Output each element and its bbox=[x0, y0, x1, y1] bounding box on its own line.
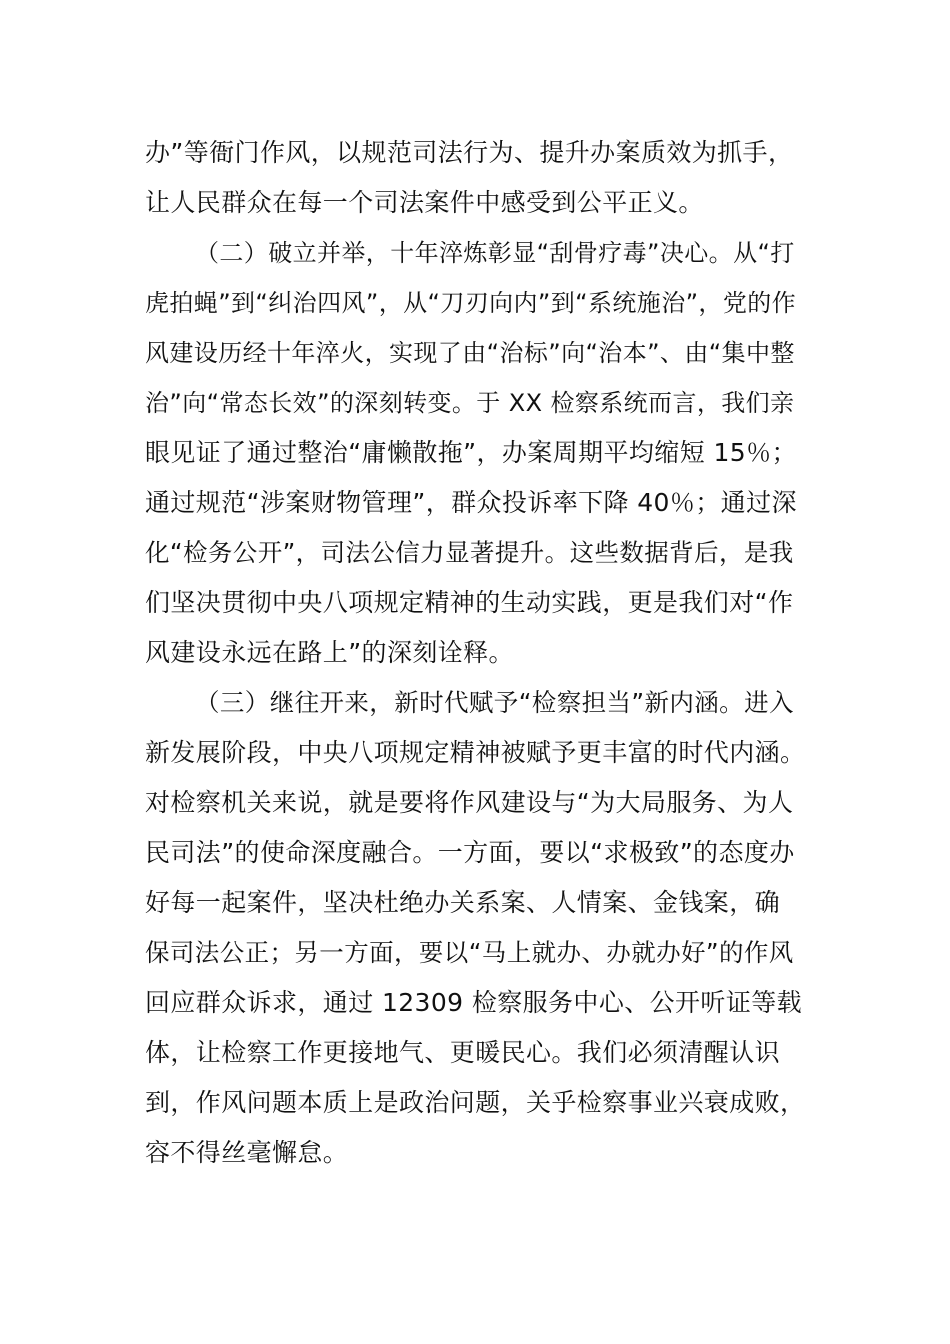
text-line: 保司法公正；另一方面，要以“马上就办、办就办好”的作风 bbox=[145, 938, 794, 967]
text-line: 们坚决贯彻中央八项规定精神的生动实践，更是我们对“作 bbox=[145, 588, 794, 617]
text-line: 好每一起案件，坚决杜绝办关系案、人情案、金钱案，确 bbox=[145, 888, 781, 917]
text-line: 风建设历经十年淬火，实现了由“治标”向“治本”、由“集中整 bbox=[145, 339, 795, 367]
text-line: 容不得丝毫懈怠。 bbox=[145, 1138, 349, 1167]
text-line: 回应群众诉求，通过 12309 检察服务中心、公开听证等载 bbox=[145, 988, 803, 1017]
text-line: 眼见证了通过整治“庸懒散拖”，办案周期平均缩短 15％； bbox=[145, 438, 797, 467]
text-line: 让人民群众在每一个司法案件中感受到公平正义。 bbox=[145, 188, 704, 217]
text-line: 体，让检察工作更接地气、更暖民心。我们必须清醒认识 bbox=[145, 1038, 781, 1067]
text-line: 对检察机关来说，就是要将作风建设与“为大局服务、为人 bbox=[145, 788, 794, 817]
text-line: 化“检务公开”，司法公信力显著提升。这些数据背后，是我 bbox=[145, 538, 794, 567]
section-heading-line: （三）继往开来，新时代赋予“检察担当”新内涵。进入 bbox=[195, 688, 794, 717]
text-line: 新发展阶段，中央八项规定精神被赋予更丰富的时代内涵。 bbox=[145, 738, 806, 767]
text-line: 到，作风问题本质上是政治问题，关乎检察事业兴衰成败， bbox=[145, 1088, 806, 1117]
body-text bbox=[145, 128, 805, 1178]
text-line: 虎拍蝇”到“纠治四风”，从“刀刃向内”到“系统施治”，党的作 bbox=[145, 289, 797, 317]
text-line: 民司法”的使命深度融合。一方面，要以“求极致”的态度办 bbox=[145, 838, 795, 867]
text-line: 治”向“常态长效”的深刻转变。于 XX 检察系统而言，我们亲 bbox=[145, 389, 795, 417]
text-line: 通过规范“涉案财物管理”，群众投诉率下降 40％；通过深 bbox=[145, 488, 797, 517]
section-heading-line: （二）破立并举，十年淬炼彰显“刮骨疗毒”决心。从“打 bbox=[195, 239, 795, 267]
text-line: 风建设永远在路上”的深刻诠释。 bbox=[145, 638, 514, 667]
text-line: 办”等衙门作风，以规范司法行为、提升办案质效为抓手， bbox=[145, 138, 794, 167]
